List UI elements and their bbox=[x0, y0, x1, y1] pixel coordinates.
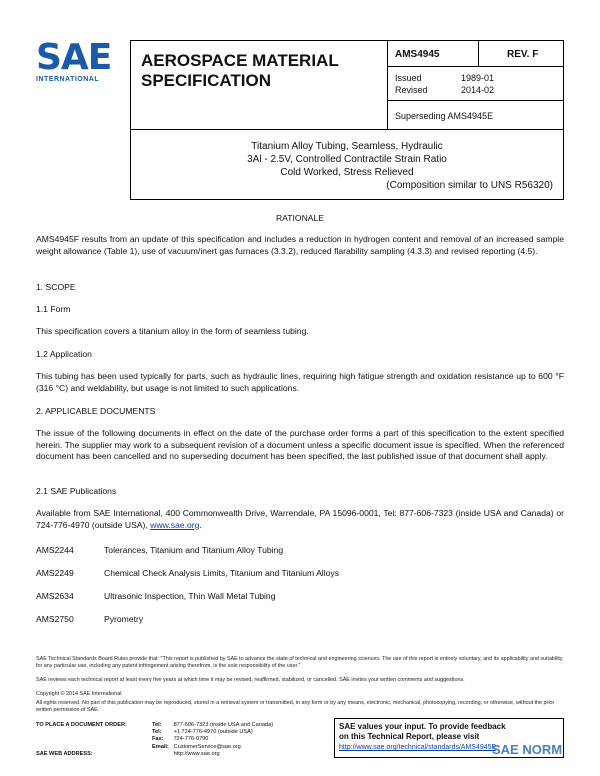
revision: REV. F bbox=[479, 41, 563, 67]
document-row bbox=[36, 591, 275, 601]
document-code: AMS2244 bbox=[36, 545, 74, 555]
tel-label: Tel: bbox=[152, 722, 162, 728]
title-line-4: (Composition similar to UNS R56320) bbox=[386, 180, 553, 191]
section-1-1-text: This specification covers a titanium alloy in the form of seamless tubing. bbox=[36, 326, 309, 336]
tel2-label: Tel: bbox=[152, 729, 162, 736]
document-title: Chemical Check Analysis Limits, Titanium and Titanium Alloys bbox=[104, 568, 339, 578]
section-2-heading: 2. APPLICABLE DOCUMENTS bbox=[36, 406, 156, 416]
footer-rights: All rights reserved. No part of this publication may be reproduced, stored in a retrieval system or transmitted, in any form or by any means, electronic, mechanical, photocopying, recording, or otherwise, without the prior written permission of SAE. bbox=[36, 700, 555, 713]
title-line-2: 3Al - 2.5V, Controlled Contractile Strain Ratio bbox=[247, 154, 447, 165]
order-info bbox=[36, 722, 273, 758]
section-1-2-heading: 1.2 Application bbox=[36, 349, 92, 359]
feedback-link[interactable]: http://www.sae.org/technical/standards/AMS4945F bbox=[339, 744, 496, 751]
document-row bbox=[36, 614, 143, 624]
footer-copyright: Copyright © 2014 SAE International bbox=[36, 691, 122, 697]
tel-value: 877-606-7323 (inside USA and Canada) bbox=[173, 722, 274, 728]
sae-logo bbox=[36, 37, 116, 88]
fax-value: 724-776-0790 bbox=[173, 736, 209, 743]
sae-publications-end: . bbox=[199, 519, 202, 530]
title-line-3: Cold Worked, Stress Relieved bbox=[280, 167, 414, 178]
email-label: Email: bbox=[152, 743, 169, 750]
rationale-text: AMS4945F results from an update of this specification and includes a reduction in hydrogen content and removal of an increased sample weight allowance (Table 1), use of vacuum/inert gas furnaces (3.3.2), reduced flarability sampling (4.3.3) and revised reporting (4.5). bbox=[36, 234, 564, 256]
fax-label: Fax: bbox=[152, 736, 164, 743]
section-1-heading: 1. SCOPE bbox=[36, 282, 76, 292]
footer-review-note: SAE reviews each technical report at least every five years at which time it may be revised, reaffirmed, stabilized, or cancelled. SAE invites your written comments and suggestions. bbox=[36, 677, 465, 683]
order-label: TO PLACE A DOCUMENT ORDER: bbox=[36, 722, 127, 728]
document-code: AMS2750 bbox=[36, 614, 74, 624]
sae-website-link[interactable]: www.sae.org bbox=[150, 519, 200, 530]
superseding: Superseding AMS4945E bbox=[395, 111, 494, 121]
sae-publications-text: Available from SAE International, 400 Commonwealth Drive, Warrendale, PA 15096-0001, Tel: 877-606-7323 (inside USA and Canada) or 724-776-4970 (outside USA), bbox=[36, 508, 564, 530]
title-line-1: Titanium Alloy Tubing, Seamless, Hydraulic bbox=[251, 141, 443, 152]
feedback-line-1: SAE values your input. To provide feedback bbox=[339, 722, 506, 731]
document-row bbox=[36, 545, 283, 555]
date-cell bbox=[387, 67, 563, 101]
web-value[interactable]: http://www.sae.org bbox=[173, 750, 220, 757]
rationale-heading: RATIONALE bbox=[275, 213, 325, 223]
title-block bbox=[130, 130, 564, 200]
header-title-cell bbox=[131, 41, 388, 129]
section-2-1-text bbox=[36, 508, 564, 531]
logo-word: SAE bbox=[36, 37, 112, 78]
email-value[interactable]: CustomerService@sae.org bbox=[173, 743, 241, 750]
revised-label: Revised bbox=[395, 85, 428, 95]
document-title: Pyrometry bbox=[104, 614, 144, 624]
document-row bbox=[36, 568, 339, 578]
footer-board-rules: SAE Technical Standards Board Rules provide that: "This report is published by SAE to advance the state of technical and engineering sciences. The use of this report is entirely voluntary, and its applicability and suitability for any particular use, including any patent infringement arising therefrom, is the sole responsibility of the user." bbox=[36, 656, 563, 669]
header-table bbox=[130, 40, 564, 130]
feedback-line-2: on this Technical Report, please visit bbox=[339, 732, 480, 741]
web-label: SAE WEB ADDRESS: bbox=[36, 750, 93, 757]
revised-value: 2014-02 bbox=[461, 85, 495, 95]
tel2-value: +1 724-776-4970 (outside USA) bbox=[173, 729, 253, 736]
issued-label: Issued bbox=[395, 73, 422, 83]
section-2-text: The issue of the following documents in effect on the date of the purchase order forms a part of this specification to the extent specified herein. The supplier may work to a subsequent revision of a document unless a specific document issue is specified. When the referenced document has been cancelled and no superseding document has been specified, the last published issue of that document shall apply. bbox=[36, 428, 564, 461]
watermark: SAE NORM bbox=[492, 742, 563, 757]
section-1-1-heading: 1.1 Form bbox=[36, 304, 71, 314]
document-title: Tolerances, Titanium and Titanium Alloy Tubing bbox=[104, 545, 284, 555]
document-type-title: AEROSPACE MATERIAL SPECIFICATION bbox=[141, 51, 339, 90]
issued-value: 1989-01 bbox=[461, 73, 495, 83]
section-2-1-heading: 2.1 SAE Publications bbox=[36, 486, 117, 496]
document-code: AMS2249 bbox=[36, 568, 74, 578]
section-1-2-text: This tubing has been used typically for parts, such as hydraulic lines, requiring high fatigue strength and oxidation resistance up to 600 °F (316 °C) and weldability, but usage is not limited to such applications. bbox=[36, 371, 564, 393]
spec-number: AMS4945 bbox=[387, 41, 479, 67]
document-code: AMS2634 bbox=[36, 591, 74, 601]
document-title: Ultrasonic Inspection, Thin Wall Metal Tubing bbox=[104, 591, 276, 601]
logo-subtitle: INTERNATIONAL bbox=[36, 76, 100, 83]
